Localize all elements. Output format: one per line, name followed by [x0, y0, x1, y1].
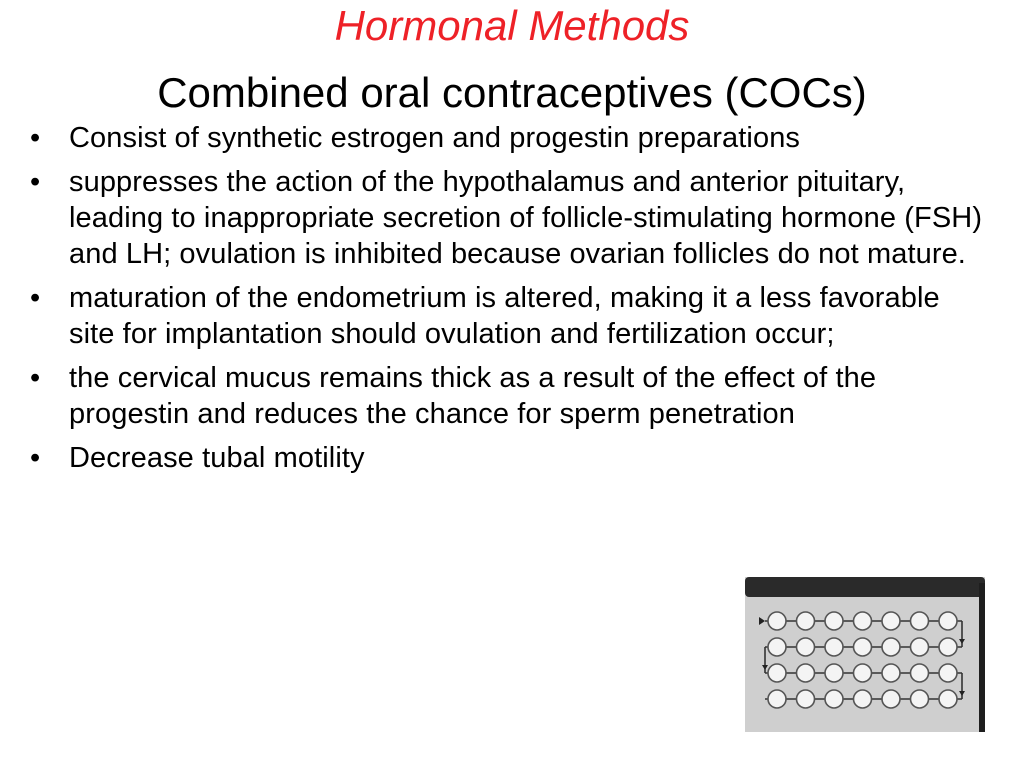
pill — [882, 612, 900, 630]
pill — [854, 664, 872, 682]
pill — [882, 664, 900, 682]
pill — [797, 690, 815, 708]
bullet-text: maturation of the endometrium is altered, making it a less favorable site for implantation should ovulation and fertilization occur; — [69, 282, 940, 350]
pill — [911, 664, 929, 682]
bullet-item — [30, 360, 990, 432]
pill — [882, 690, 900, 708]
bullet-text: Decrease tubal motility — [69, 442, 365, 474]
bullet-icon: • — [30, 442, 41, 474]
pill — [939, 612, 957, 630]
pill — [797, 638, 815, 656]
pill — [939, 690, 957, 708]
pill — [939, 638, 957, 656]
bullet-icon: • — [30, 166, 41, 198]
pill — [768, 664, 786, 682]
pill — [768, 638, 786, 656]
bullet-item — [30, 440, 990, 476]
pill — [911, 638, 929, 656]
pill — [882, 638, 900, 656]
pill — [854, 612, 872, 630]
bullet-text: Consist of synthetic estrogen and progestin preparations — [69, 122, 801, 154]
pill — [854, 690, 872, 708]
pill — [911, 690, 929, 708]
title-block — [0, 0, 1024, 118]
pill — [939, 664, 957, 682]
pill — [768, 690, 786, 708]
pill-pack-image — [745, 577, 985, 732]
pill — [825, 664, 843, 682]
pill — [825, 690, 843, 708]
pill — [825, 612, 843, 630]
slide-subtitle: Combined oral contraceptives (COCs) — [157, 69, 867, 116]
bullet-item — [30, 120, 990, 156]
pill — [825, 638, 843, 656]
bullet-icon: • — [30, 362, 41, 394]
pill — [768, 612, 786, 630]
bullet-list — [30, 120, 990, 484]
pill — [911, 612, 929, 630]
bullet-item — [30, 280, 990, 352]
pill — [797, 664, 815, 682]
pill-pack-header — [745, 577, 985, 597]
pill — [797, 612, 815, 630]
bullet-text: the cervical mucus remains thick as a result of the effect of the progestin and reduces the chance for sperm penetration — [69, 362, 877, 430]
bullet-icon: • — [30, 122, 41, 154]
bullet-text: suppresses the action of the hypothalamus and anterior pituitary, leading to inappropriate secretion of follicle-stimulating hormone (FSH) and LH; ovulation is inhibited because ovarian follicles do not mature. — [69, 166, 983, 270]
pill-pack-edge — [979, 583, 985, 732]
pill — [854, 638, 872, 656]
bullet-item — [30, 164, 990, 272]
slide-title: Hormonal Methods — [334, 2, 690, 49]
bullet-icon: • — [30, 282, 41, 314]
